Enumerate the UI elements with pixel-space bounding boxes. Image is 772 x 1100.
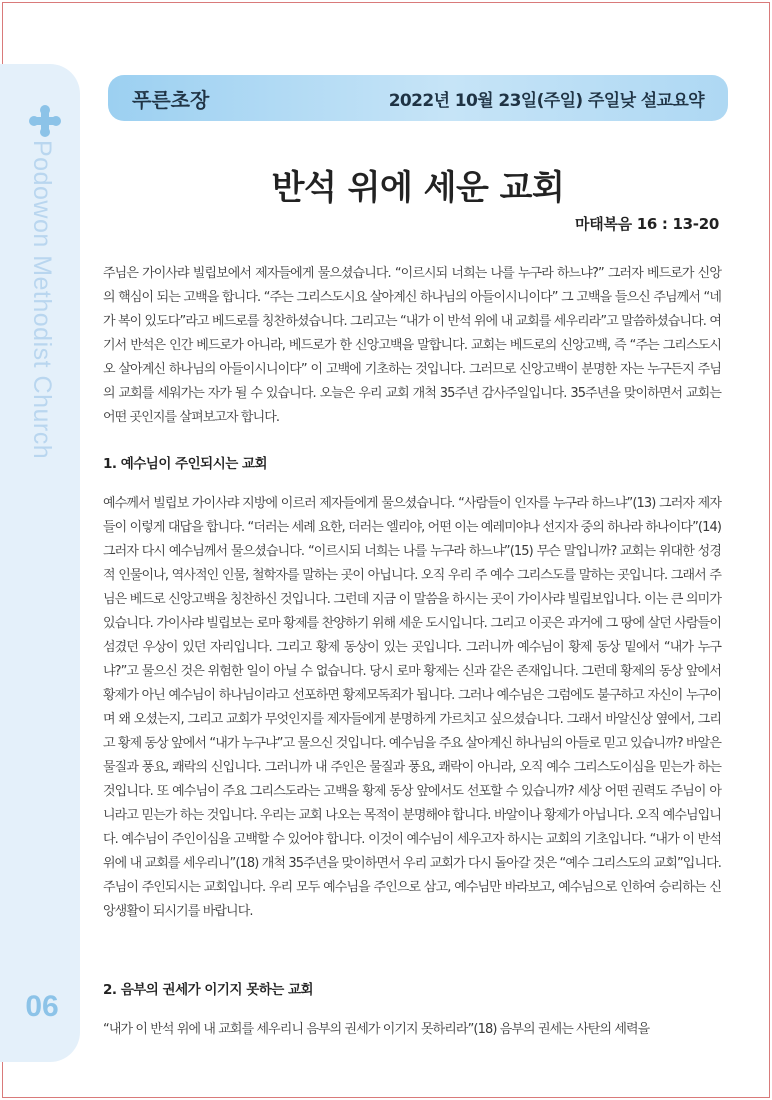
sermon-date: 2022년 10월 23일(주일) 주일낮 설교요약: [388, 90, 704, 111]
sermon-title: 반석 위에 세운 교회: [271, 168, 565, 208]
section-1-paragraph: 예수께서 빌립보 가이사랴 지방에 이르러 제자들에게 물으셨습니다. “사람들이 인자를 누구라 하느냐”(13) 그러자 제자들이 이렇게 대답을 합니다. “더러는 세례 요한, 더러는 엘리야, 어떤 이는 예레미야나 선지자 중의 하나라 하나이다”(14) 그러자 다시 예수님께서 물으셨습니다. “이르시되 너희는 나를 누구라 하느냐”(15) 무슨 말입니까? 교회는 위대한 성경적 인물이나, 역사적인 인물, 철학자를 말하는 곳이 아닙니다. 오직 우리 주 예수 그리스도를 말하는 곳입니다. 그래서 주님은 베드로 신앙고백을 칭찬하신 것입니다. 그런데 지금 이 말씀을 하시는 곳이 가이사랴 빌립보입니다. 이는 큰 의미가 있습니다. 가이사랴 빌립보는 로마 황제를 찬양하기 위해 세운 도시입니다. 그리고 이곳은 과거에 그 땅에 살던 사람들이 섬겼던 우상이 있던 자리입니다. 그리고 황제 동상이 있는 곳입니다. 그러니까 예수님이 황제 동상 밑에서 “내가 누구냐?”고 물으신 것은 위험한 일이 아닐 수 없습니다. 당시 로마 황제는 신과 같은 존재입니다. 그런데 황제의 동상 앞에서 황제가 아닌 예수님이 하나님이라고 선포하면 황제모독죄가 됩니다. 그러나 예수님은 그럼에도 불구하고 자신이 누구이며 왜 오셨는지, 그리고 교회가 무엇인지를 제자들에게 분명하게 가르치고 싶으셨습니다. 그래서 바알신상 옆에서, 그리고 황제 동상 앞에서 “내가 누구냐”고 물으신 것입니다. 예수님을 주요 살아계신 하나님의 아들로 믿고 있습니까? 바알은 물질과 풍요, 쾌락의 신입니다. 그러니까 내 주인은 물질과 풍요, 쾌락이 아니라, 오직 예수 그리스도이심을 믿는가 하는 것입니다. 또 예수님이 주요 그리스도라는 고백을 황제 동상 앞에서도 선포할 수 있습니까? 세상 어떤 권력도 주님이 아니라고 믿는가 하는 것입니다. 우리는 교회 나오는 목적이 분명해야 합니다. 바알이나 황제가 아닙니다. 오직 예수님입니다. 예수님이 주인이심을 고백할 수 있어야 합니다. 이것이 예수님이 세우고자 하시는 교회의 기초입니다. “내가 이 반석 위에 내 교회를 세우리니”(18) 개척 35주년을 맞이하면서 우리 교회가 다시 돌아갈 것은 “예수 그리스도의 교회”입니다. 주님이 주인되시는 교회입니다. 우리 모두 예수님을 주인으로 삼고, 예수님만 바라보고, 예수님으로 인하여 승리하는 신앙생활이 되시기를 바랍니다.: [103, 496, 721, 919]
page-number: 06: [25, 990, 59, 1023]
scripture-reference: 마태복음 16 : 13-20: [575, 215, 719, 233]
section-1-heading: 1. 예수님이 주인되시는 교회: [103, 456, 268, 472]
cross-icon: [28, 104, 62, 138]
section-2-heading: 2. 음부의 권세가 이기지 못하는 교회: [103, 982, 314, 998]
section-2-paragraph: “내가 이 반석 위에 내 교회를 세우리니 음부의 권세가 이기지 못하리라”(18) 음부의 권세는 사탄의 세력을: [103, 1022, 650, 1037]
church-name-vertical: Podowon Methodist Church: [28, 140, 56, 460]
section-label: 푸른초장: [132, 87, 210, 112]
intro-paragraph: 주님은 가이사랴 빌립보에서 제자들에게 물으셨습니다. “이르시되 너희는 나를 누구라 하느냐?” 그러자 베드로가 신앙의 핵심이 되는 고백을 합니다. “주는 그리스도시요 살아계신 하나님의 아들이시니이다” 그 고백을 들으신 주님께서 “네가 복이 있도다”라고 베드로를 칭찬하셨습니다. 그리고는 “내가 이 반석 위에 내 교회를 세우리라”고 말씀하셨습니다. 여기서 반석은 인간 베드로가 아니라, 베드로가 한 신앙고백을 말합니다. 교회는 베드로의 신앙고백, 즉 “주는 그리스도시오 살아계신 하나님의 아들이시니이다” 이 고백에 기초하는 것입니다. 그러므로 신앙고백이 분명한 자는 누구든지 주님의 교회를 세워가는 자가 될 수 있습니다. 오늘은 우리 교회 개척 35주년 감사주일입니다. 35주년을 맞이하면서 교회는 어떤 곳인지를 살펴보고자 합니다.: [103, 266, 721, 425]
header-bar: [108, 75, 728, 121]
